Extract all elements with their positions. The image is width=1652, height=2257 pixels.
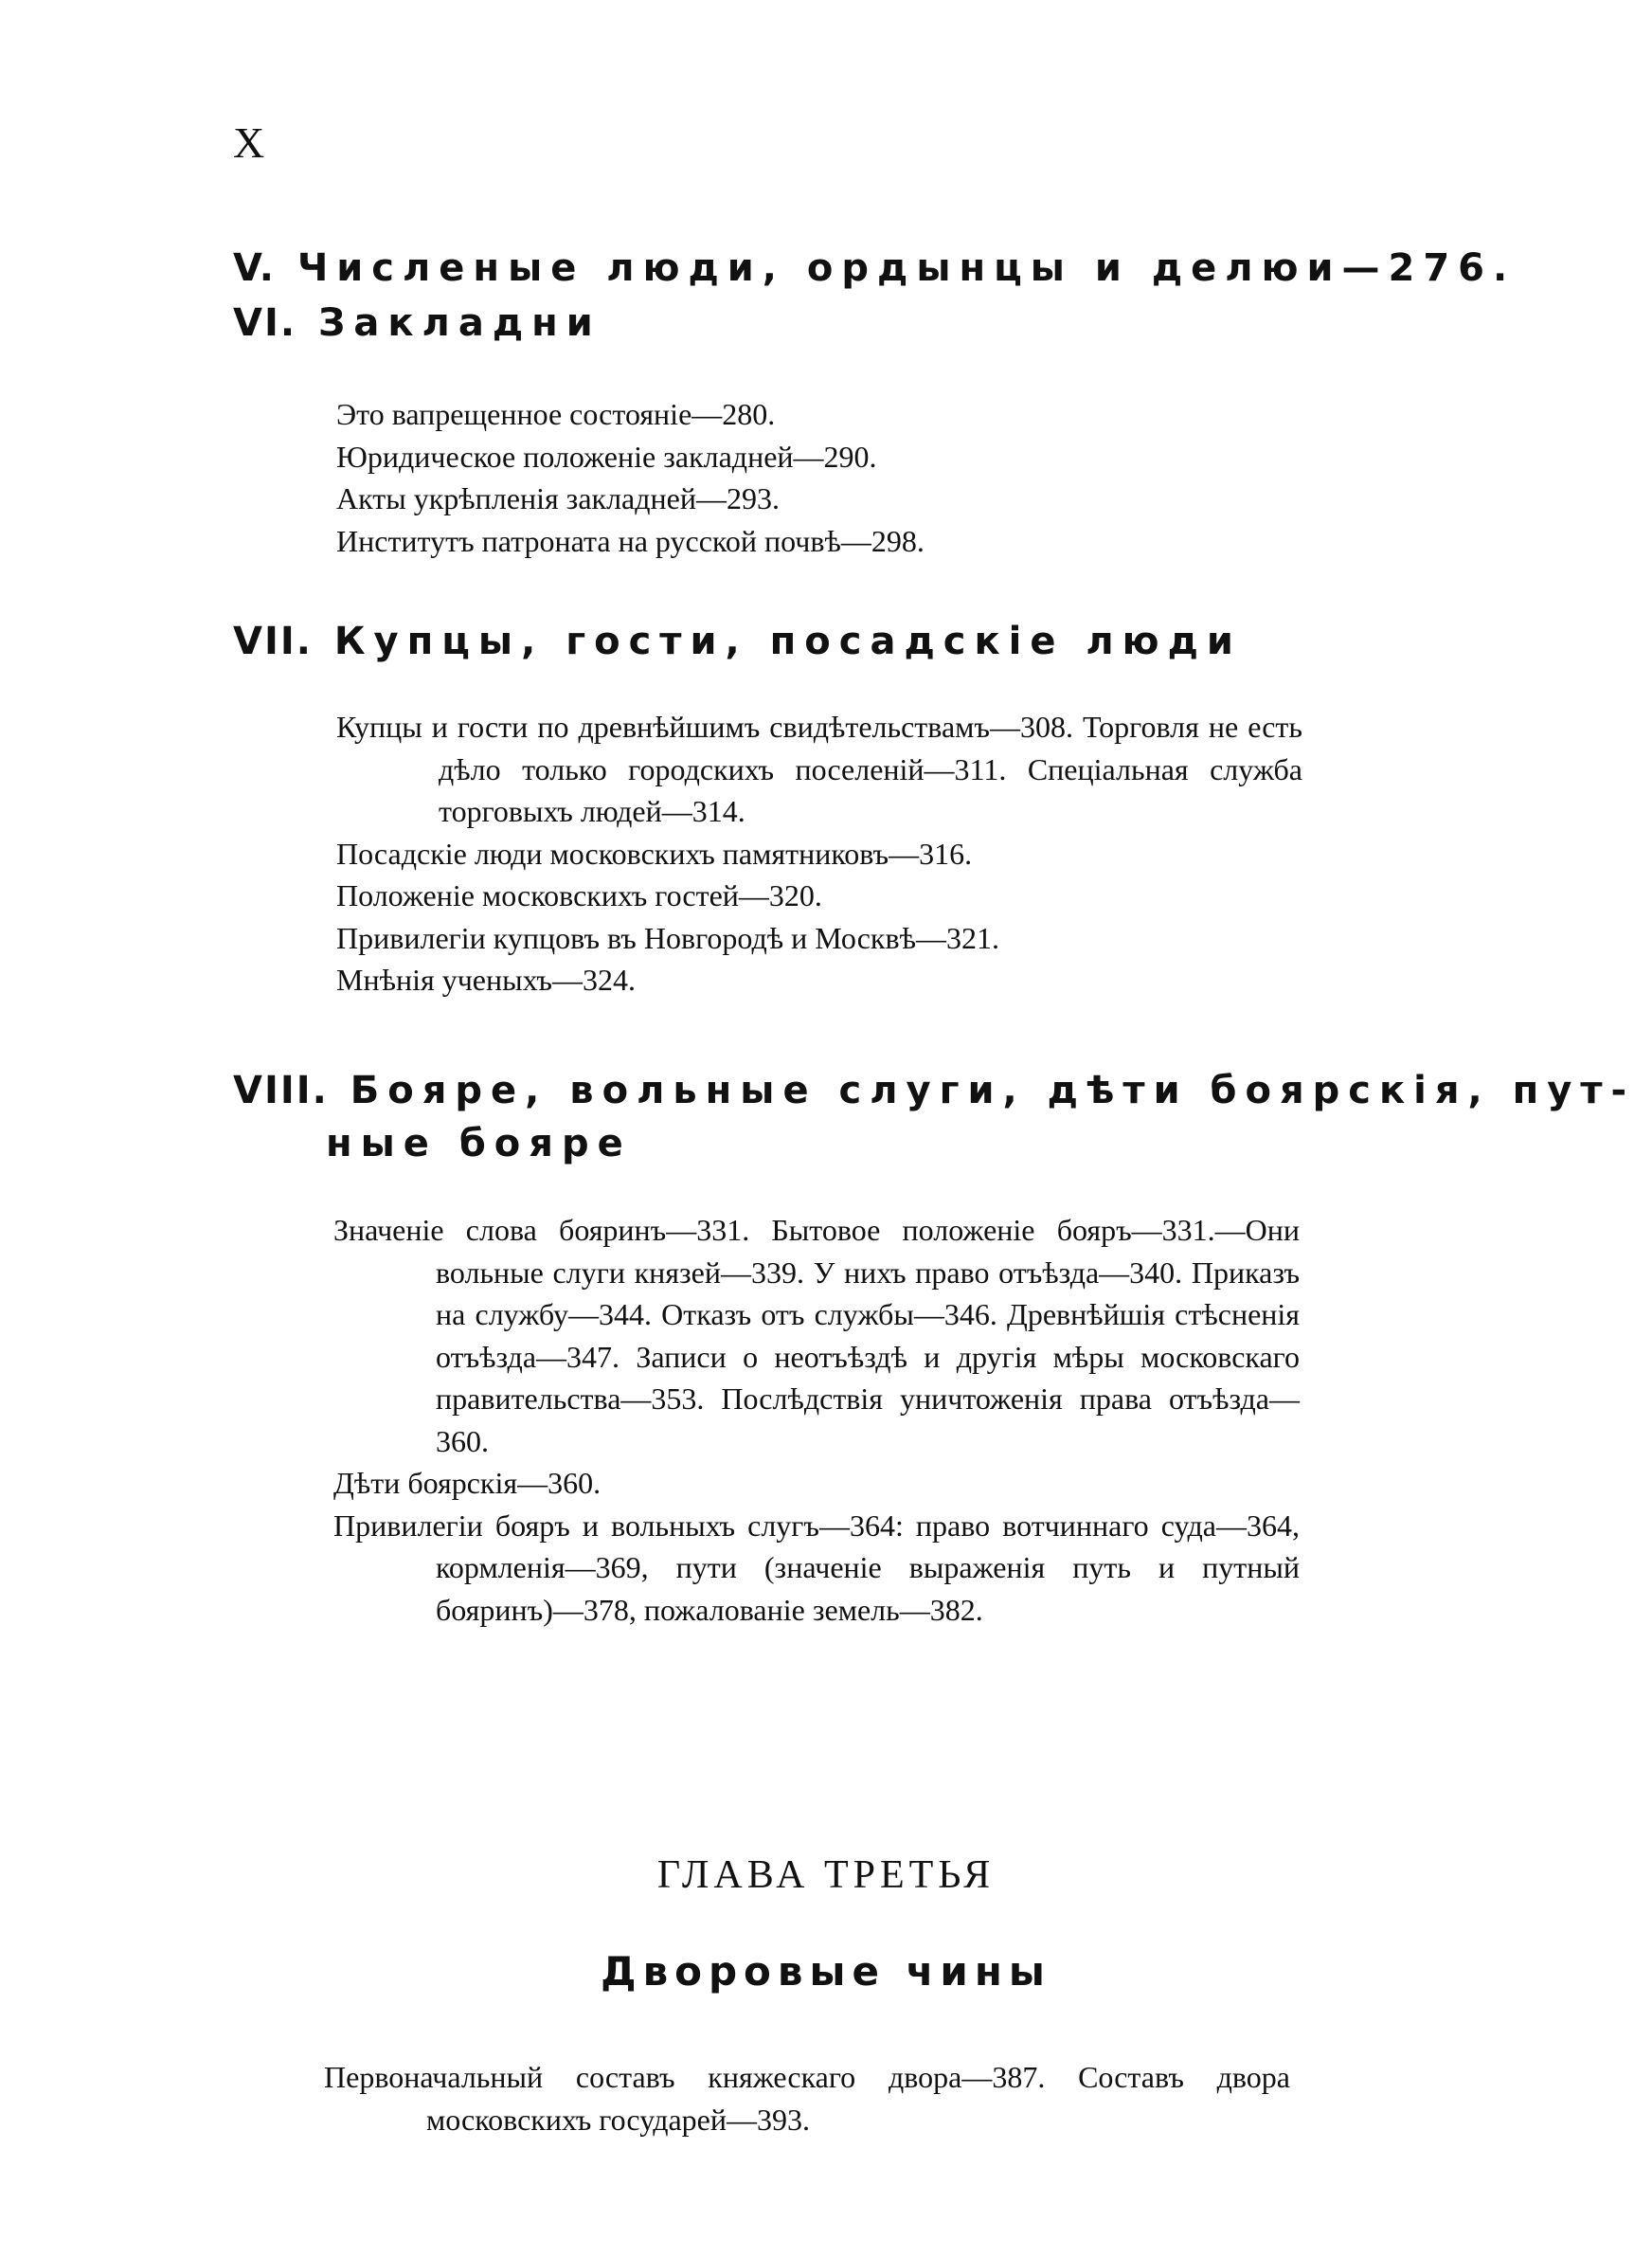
toc-entry: Значеніе слова бояринъ—331. Бытовое положеніе бояръ—331.—Они вольные слуги князей—339. У нихъ право отъѣзда—340. Приказъ на службу—344. Отказъ отъ службы—346. Древнѣйшія стѣсненія отъѣзда—347. Записи о неотъѣздѣ и другія мѣры московскаго правительства—353. Послѣдствія уничтоженія права отъѣзда—360. [333, 1213, 1300, 1458]
toc-entry: Это вапрещенное состояніе—280. [336, 397, 776, 431]
toc-entry: Дѣти боярскія—360. [333, 1466, 602, 1500]
section-vii-title: Купцы, гости, посадскіе люди [333, 620, 1242, 663]
section-viii-title-line1: Бояре, вольные слуги, дѣти боярскія, пут- [350, 1069, 1636, 1112]
section-viii-title-line2: ные бояре [326, 1122, 632, 1165]
section-vii-heading [233, 614, 1242, 669]
toc-entry: Мнѣнія ученыхъ—324. [336, 963, 636, 997]
section-viii-number: VIII. [233, 1069, 329, 1112]
section-viii-entries [333, 1209, 1300, 1631]
toc-entry: Юридическое положеніе закладней—290. [336, 439, 877, 474]
section-vii-entries [336, 706, 1302, 1002]
section-vii-number: VII. [233, 620, 313, 663]
section-v-number: V. [233, 246, 276, 290]
chapter-entries [324, 2056, 1290, 2140]
chapter-label: ГЛАВА ТРЕТЬЯ [656, 1853, 996, 1897]
toc-entry: Первоначальный составъ княжескаго двора—387. Составъ двора московскихъ государей—393. [324, 2060, 1290, 2137]
section-vi-title: Закладни [317, 301, 602, 345]
section-vi-heading [233, 296, 602, 351]
toc-entry: Положеніе московскихъ гостей—320. [336, 878, 822, 912]
toc-entry: Институтъ патроната на русской почвѣ—298. [336, 523, 925, 558]
section-vi-entries [336, 393, 1094, 562]
page-number: X [233, 118, 265, 167]
toc-entry: Привилегіи купцовъ въ Новгородѣ и Москвѣ—321. [336, 920, 999, 955]
section-viii-heading [233, 1063, 1635, 1118]
toc-entry: Привилегіи бояръ и вольныхъ слугъ—364: право вотчиннаго суда—364, кормленія—369, пути (значеніе выраженія путь и путный бояринъ)—378, пожалованіе земель—382. [333, 1508, 1300, 1627]
section-vi-number: VI. [233, 301, 297, 345]
section-v-heading [233, 241, 1516, 296]
toc-entry: Акты укрѣпленія закладней—293. [336, 481, 780, 515]
toc-entry: Посадскіе люди московскихъ памятниковъ—316. [336, 836, 973, 871]
toc-entry: Купцы и гости по древнѣйшимъ свидѣтельствамъ—308. Торговля не есть дѣло только городскихъ поселеній—311. Спеціальная служба торговыхъ людей—314. [336, 710, 1302, 828]
section-v-title: Численые люди, ордынцы и делюи—276. [296, 246, 1517, 290]
chapter-title: Дворовые чины [601, 1948, 1051, 1995]
section-viii-heading-cont [326, 1116, 632, 1171]
